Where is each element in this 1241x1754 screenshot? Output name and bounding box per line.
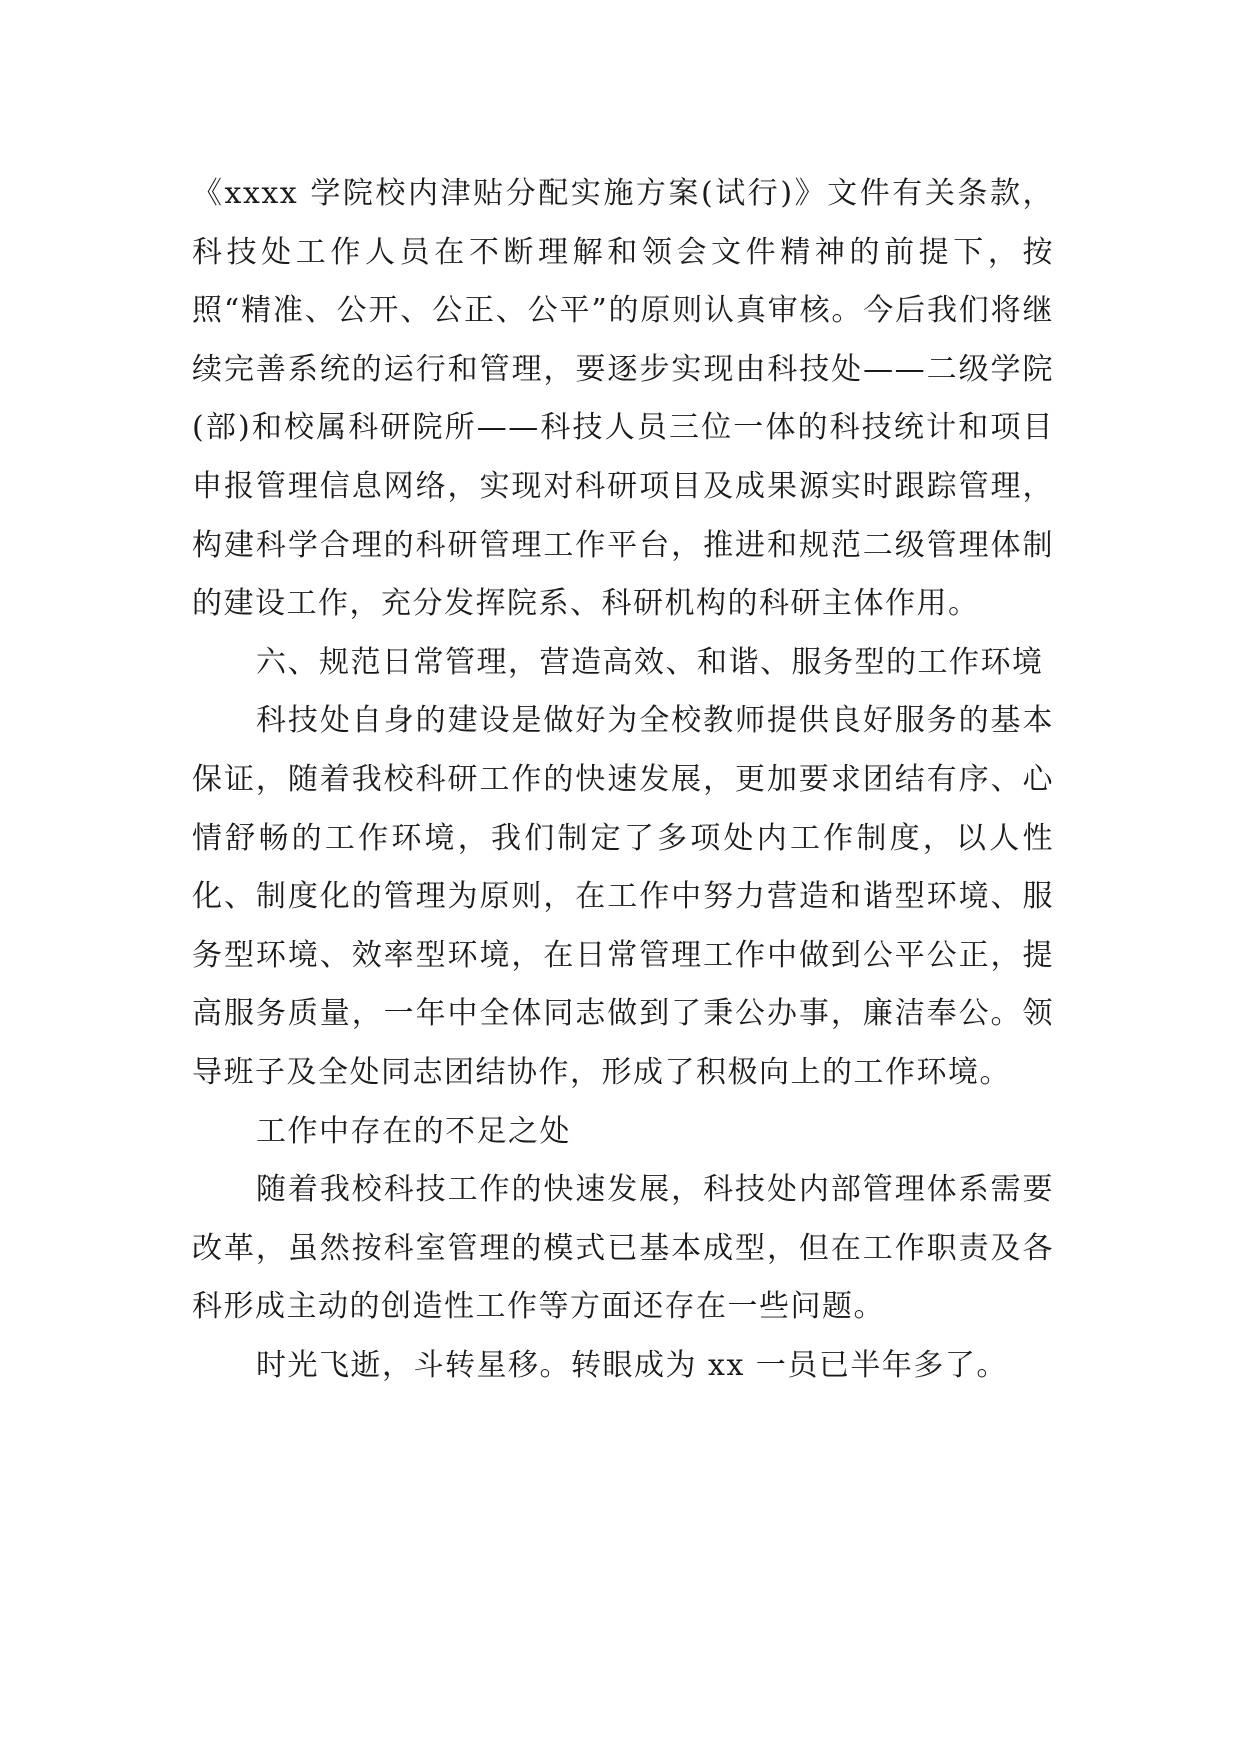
- document-body: [192, 165, 1054, 1395]
- section-heading-shortcomings: 工作中存在的不足之处: [256, 1113, 571, 1149]
- paragraph-continuation: 《xxxx 学院校内津贴分配实施方案(试行)》文件有关条款，科技处工作人员在不断理解和领会文件精神的前提下，按照“精准、公开、公正、公平”的原则认真审核。今后我们将继续完善系统的运行和管理，要逐步实现由科技处——二级学院(部)和校属科研院所——科技人员三位一体的科技统计和项目申报管理信息网络，实现对科研项目及成果源实时跟踪管理，构建科学合理的科研管理工作平台，推进和规范二级管理体制的建设工作，充分发挥院系、科研机构的科研主体作用。: [192, 176, 1054, 622]
- section-heading-six: 六、规范日常管理，营造高效、和谐、服务型的工作环境: [256, 644, 1044, 680]
- paragraph-shortcomings: 随着我校科技工作的快速发展，科技处内部管理体系需要改革，虽然按科室管理的模式已基本成型，但在工作职责及各科形成主动的创造性工作等方面还存在一些问题。: [192, 1172, 1054, 1325]
- paragraph-closing: 时光飞逝，斗转星移。转眼成为 xx 一员已半年多了。: [256, 1347, 1008, 1383]
- paragraph-self-construction: 科技处自身的建设是做好为全校教师提供良好服务的基本保证，随着我校科研工作的快速发展，更加要求团结有序、心情舒畅的工作环境，我们制定了多项处内工作制度，以人性化、制度化的管理为原则，在工作中努力营造和谐型环境、服务型环境、效率型环境，在日常管理工作中做到公平公正，提高服务质量，一年中全体同志做到了秉公办事，廉洁奉公。领导班子及全处同志团结协作，形成了积极向上的工作环境。: [192, 703, 1054, 1090]
